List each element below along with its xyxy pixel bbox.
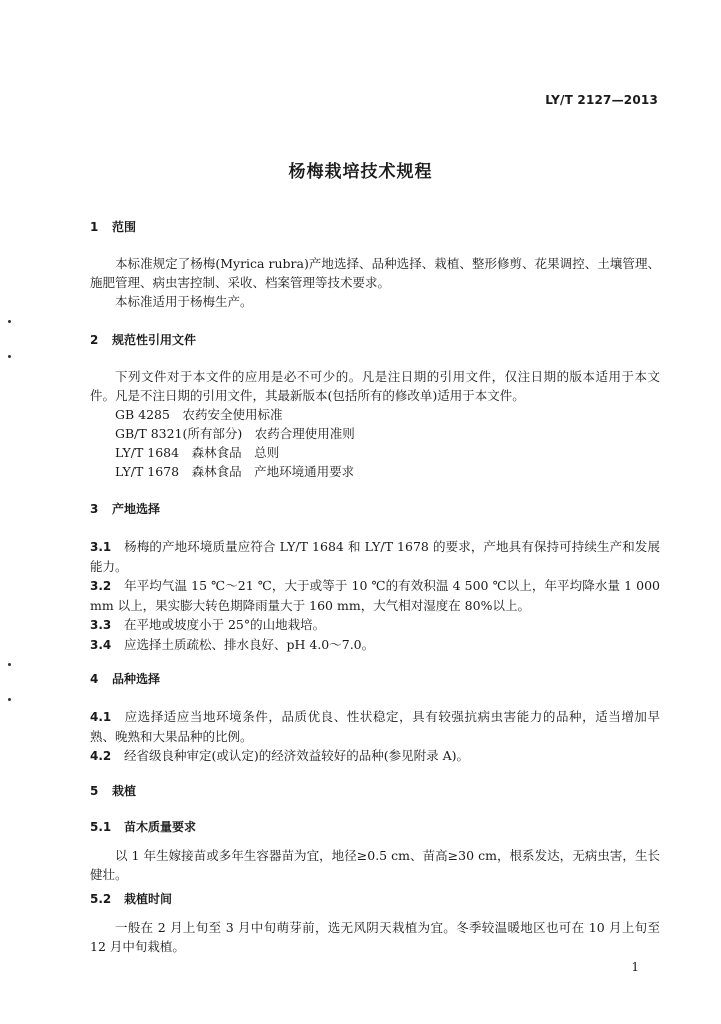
section-5-heading (90, 782, 660, 800)
section-title: 栽植 (112, 784, 137, 798)
clause-3-4 (90, 635, 660, 655)
clause-number: 3.3 (90, 618, 112, 632)
reference-item: GB 4285 农药安全使用标准 (115, 407, 283, 422)
clause-number: 3.1 (90, 540, 112, 554)
section-number: 4 (90, 672, 99, 686)
reference-item: GB/T 8321(所有部分) 农药合理使用准则 (115, 426, 355, 441)
page-number: 1 (631, 960, 639, 974)
standard-code: LY/T 2127—2013 (545, 93, 658, 107)
planting-time-paragraph: 一般在 2 月上旬至 3 月中旬萌芽前，选无风阴天栽植为宜。冬季较温暖地区也可在 10 月上旬至 12 月中旬栽植。 (90, 920, 660, 954)
clause-text: 在平地或坡度小于 25°的山地栽培。 (124, 617, 326, 632)
clause-4-1 (90, 707, 660, 746)
section-title: 范围 (112, 220, 137, 234)
clause-number: 3.4 (90, 638, 112, 652)
subsection-number: 5.1 (90, 820, 112, 834)
clause-number: 3.2 (90, 579, 112, 593)
subsection-5-1-body (90, 846, 660, 884)
clause-3-1 (90, 537, 660, 576)
section-3-heading (90, 500, 660, 518)
document-title: 杨梅栽培技术规程 (288, 162, 433, 182)
clause-number: 4.1 (90, 710, 112, 724)
clause-text: 杨梅的产地环境质量应符合 LY/T 1684 和 LY/T 1678 的要求，产地具有保持可持续生产和发展能力。 (90, 539, 660, 574)
subsection-title: 苗木质量要求 (124, 820, 197, 834)
clause-3-3 (90, 615, 660, 635)
section-title: 品种选择 (112, 672, 161, 686)
scan-speck (8, 355, 11, 358)
subsection-5-2-body (90, 918, 660, 956)
seedling-quality-paragraph: 以 1 年生嫁接苗或多年生容器苗为宜，地径≥0.5 cm、苗高≥30 cm，根系发达，无病虫害，生长健壮。 (90, 848, 660, 882)
scan-speck (8, 320, 11, 323)
section-number: 3 (90, 502, 99, 516)
reference-item: LY/T 1684 森林食品 总则 (115, 445, 280, 460)
scan-speck (8, 663, 11, 666)
section-title: 产地选择 (112, 502, 161, 516)
scan-speck (8, 698, 11, 701)
subsection-number: 5.2 (90, 892, 112, 906)
clause-text: 经省级良种审定(或认定)的经济效益较好的品种(参见附录 A)。 (124, 748, 470, 763)
clause-number: 4.2 (90, 749, 112, 763)
clause-text: 年平均气温 15 ℃～21 ℃，大于或等于 10 ℃的有效积温 4 500 ℃以上，年平均降水量 1 000 mm 以上，果实膨大转色期降雨量大于 160 mm，大气相对湿度在 80%以上。 (90, 578, 660, 613)
normative-references-intro: 下列文件对于本文件的应用是必不可少的。凡是注日期的引用文件，仅注日期的版本适用于本文件。凡是不注日期的引用文件，其最新版本(包括所有的修改单)适用于本文件。 (90, 369, 660, 403)
subsection-5-1-heading (90, 818, 660, 836)
section-1-body (90, 254, 660, 311)
section-number: 5 (90, 784, 99, 798)
section-number: 2 (90, 333, 99, 347)
section-4-body (90, 707, 660, 766)
section-number: 1 (90, 220, 99, 234)
clause-4-2 (90, 746, 660, 766)
scope-paragraph: 本标准规定了杨梅(Myrica rubra)产地选择、品种选择、栽植、整形修剪、花果调控、土壤管理、施肥管理、病虫害控制、采收、档案管理等技术要求。 (90, 256, 660, 290)
clause-text: 应选择土质疏松、排水良好、pH 4.0～7.0。 (124, 637, 375, 652)
subsection-5-2-heading (90, 890, 660, 908)
reference-item: LY/T 1678 森林食品 产地环境通用要求 (115, 464, 355, 479)
scope-applicability: 本标准适用于杨梅生产。 (115, 294, 253, 309)
clause-text: 应选择适应当地环境条件，品质优良、性状稳定，具有较强抗病虫害能力的品种，适当增加早熟、晚熟和大果品种的比例。 (90, 709, 660, 744)
section-title: 规范性引用文件 (112, 333, 197, 347)
section-2-heading (90, 331, 660, 349)
section-2-body (90, 367, 660, 481)
clause-3-2 (90, 576, 660, 615)
section-4-heading (90, 670, 660, 688)
section-1-heading (90, 218, 660, 236)
section-3-body (90, 537, 660, 655)
subsection-title: 栽植时间 (124, 892, 173, 906)
